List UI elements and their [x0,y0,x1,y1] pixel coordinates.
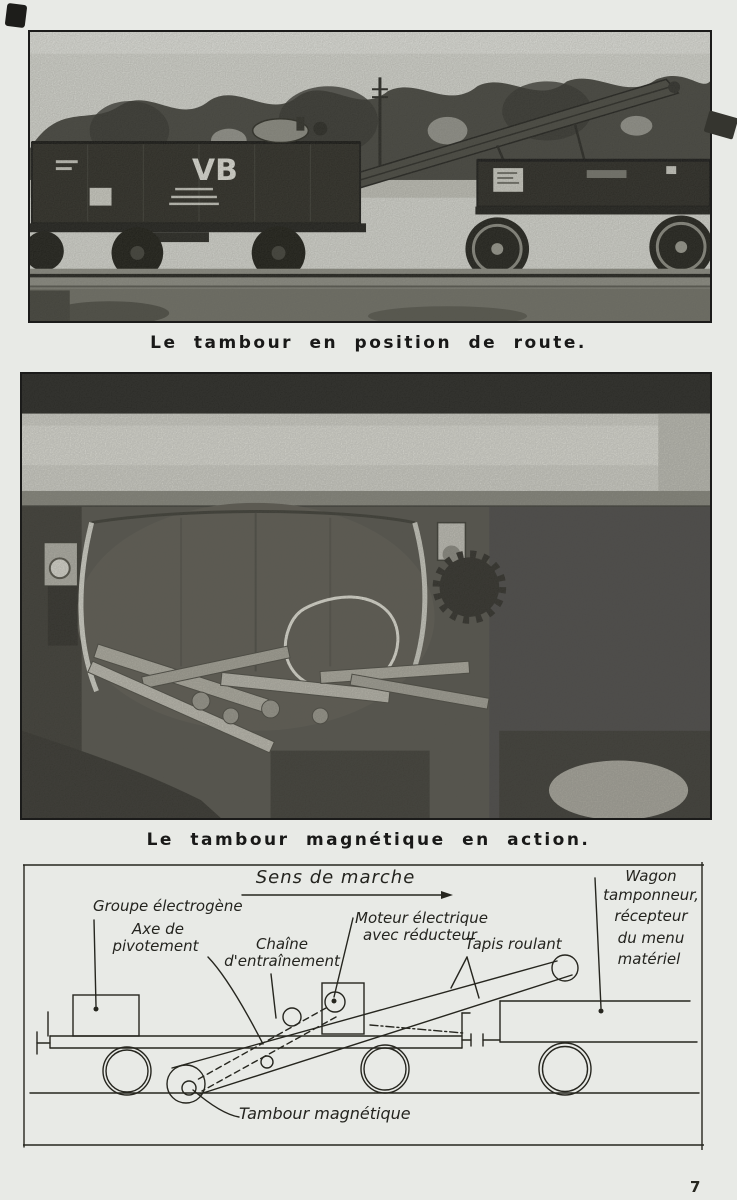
coupling-buffers [462,1034,500,1046]
label-buffer-wagon-line4: du menu [617,929,685,947]
photo-mid-artwork [22,374,710,818]
label-drive-chain-line1: Chaîne [255,935,309,953]
label-buffer-wagon-line3: récepteur [614,907,688,925]
generator-box [73,995,139,1036]
label-pivot-axis-line2: pivotement [112,937,199,955]
label-generator: Groupe électrogène [93,897,243,915]
page-number: 7 [690,1178,701,1196]
photo-magnetic-drum-in-action [20,372,712,820]
label-drive-chain-line2: d'entraînement [224,952,340,970]
photocopy-grain [30,32,710,321]
label-electric-motor-line1: Moteur électrique [355,909,489,927]
photo-wagon-in-travel-position [28,30,712,323]
magnetic-drum [167,1065,205,1103]
label-buffer-wagon-line1: Wagon [625,867,677,885]
conveyor-belt [167,952,578,1103]
label-conveyor-belt: Tapis roulant [465,935,562,953]
photocopy-grain [22,374,710,818]
motor-and-chain [195,983,463,1091]
label-buffer-wagon-line2: tamponneur, [603,886,699,904]
buffer-wagon [500,1001,697,1095]
wheel [103,1047,151,1095]
label-pivot-axis-line1: Axe de [132,920,184,938]
label-electric-motor-line2: avec réducteur [363,926,477,944]
photo-top-artwork [30,32,710,321]
caption-photo-top: Le tambour en position de route. [150,333,587,353]
direction-arrow [242,891,453,899]
caption-photo-middle: Le tambour magnétique en action. [146,830,591,850]
wheel [361,1045,409,1093]
wagon-marking-vb: VB [192,153,238,188]
label-magnetic-drum: Tambour magnétique [239,1104,411,1123]
label-direction-of-travel: Sens de marche [255,867,416,888]
label-buffer-wagon-line5: matériel [617,950,681,968]
technical-diagram [23,862,704,1150]
wheel [539,1043,591,1095]
scan-artifact-mark [5,3,28,28]
